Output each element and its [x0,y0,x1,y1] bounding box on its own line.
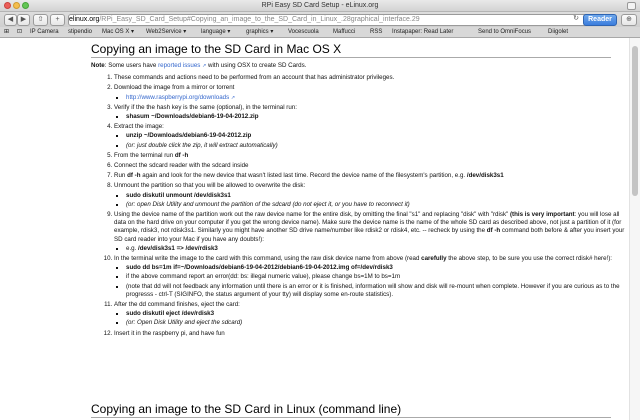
list-item [126,319,625,327]
browser-toolbar [0,12,640,27]
step-text: Extract the image: [114,123,164,131]
downloads-button[interactable]: ⊕ [621,14,637,26]
list-item [126,94,625,102]
article-body [91,62,625,340]
bookmark-maffucci[interactable]: Maffucci [333,29,356,35]
command-text: sudo diskutil eject /dev/rdisk3 [126,310,215,318]
step-text: After the dd command finishes, eject the card: [114,301,240,309]
list-item [114,162,625,170]
list-item [126,142,625,150]
step-text: Unmount the partition so that you will be allowed to overwrite the disk: [114,182,306,190]
address-bar[interactable] [68,14,592,26]
command-text: sudo dd bs=1m if=~/Downloads/debian6-19-04-2012/debian6-19-04-2012.img of=/dev/rdisk3 [126,264,393,272]
bookmark-vocescuola[interactable]: Vocescuola [288,29,319,35]
reader-button[interactable]: Reader [583,14,617,26]
step-text: These commands and actions need to be performed from an account that has administrator privileges. [114,74,395,82]
window-title: RPi Easy SD Card Setup - eLinux.org [261,2,379,9]
external-link-icon: ↗ [230,94,236,101]
downloads-link[interactable]: http://www.raspberrypi.org/downloads [126,93,230,101]
command-text: shasum ~/Downloads/debian6-19-04-2012.zip [126,113,259,121]
bookmark-web2service[interactable]: Web2Service ▾ [146,29,187,35]
list-item [114,182,625,209]
reading-list-icon[interactable]: ⊞ [4,29,10,35]
command-text: df -h [486,227,501,235]
note-label: Note [91,62,105,69]
command-text: df -h [127,172,141,180]
bookmark-diigolet[interactable]: Diigolet [548,29,569,35]
note-text: (or: just double click the zip, it will extract automatically) [126,141,278,149]
list-item [114,104,625,121]
note-paragraph [91,62,625,70]
step-text: again and look for the new device that wasn't listed last time. Record the device name of the filesystem's partition, e.g. [140,172,467,180]
note-text: (note that dd will not feedback any information until there is an error or it is finished, information will show and disk will re-mount when complete. However if you are curious as to the progresss - ctrl-T (SIGINFO, the status argument of your tty) will display some en-route statistics). [126,282,620,298]
list-item [126,283,625,299]
step-text: command both before & after you insert your SD card reader into your Mac if you have any doubts!): [114,227,625,243]
steps-list [91,74,625,338]
reload-icon[interactable]: ↻ [573,15,579,22]
list-item [126,273,625,281]
list-item [126,201,625,209]
step-text: From the terminal run [114,151,175,159]
list-item [126,192,625,200]
list-item [114,301,625,328]
bookmark-stipendio[interactable]: stipendio [68,29,93,35]
list-item [126,245,625,253]
bookmark-graphics[interactable]: graphics ▾ [246,29,274,35]
list-item [114,211,625,253]
forward-button[interactable]: ▶ [17,14,30,26]
bookmark-rss[interactable]: RSS [370,29,383,35]
emphasis-text: carefully [421,255,447,263]
reported-issues-link[interactable]: reported issues [158,62,201,69]
list-item [114,123,625,150]
page-title: Copying an image to the SD Card in Mac OS X [91,42,611,58]
command-text: sudo diskutil unmount /dev/disk3s1 [126,191,231,199]
command-text: /dev/disk3s1 => /dev/rdisk3 [138,244,218,252]
bookmark-mac-os-x[interactable]: Mac OS X ▾ [102,29,135,35]
list-item [114,152,625,160]
list-item [114,74,625,82]
add-bookmark-button[interactable]: + [50,14,65,26]
list-item [126,264,625,272]
bookmark-language[interactable]: language ▾ [201,29,231,35]
list-item [114,330,625,338]
step-text: Download the image from a mirror or torrent [114,84,235,92]
zoom-window-button[interactable] [22,2,29,9]
list-item [114,84,625,101]
list-item [126,132,625,140]
step-text: In the terminal write the image to the card with this command, using the raw disk device name from above (read [114,255,422,263]
scrollbar-thumb[interactable] [632,46,638,196]
command-text: unzip ~/Downloads/debian6-19-04-2012.zip [126,132,252,140]
title-bar [0,0,640,12]
page-content [0,38,630,420]
bookmarks-bar [0,27,640,38]
share-button[interactable]: ⇧ [33,14,48,26]
list-item [114,172,625,180]
note-text-end: with using OSX to create SD Cards. [206,62,307,69]
step-text: Verify if the the hash key is the same (optional), in the terminal run: [114,103,297,111]
list-item [114,255,625,299]
step-text: the above step, to be sure you use the correct rdisk# here!): [446,255,613,263]
url-path: /RPi_Easy_SD_Card_Setup#Copying_an_image_to_the_SD_Card_in_Linux_.28graphical_interface.29 [99,16,420,23]
fullscreen-button[interactable] [627,2,636,10]
back-button[interactable]: ◀ [4,14,17,26]
step-text: : you will lose all data on the hard drive on your computer if you get the wrong device name). Make sure the device name is the name of the whole SD card as described above, not just a partition of it (for example, rdisk3, not rdisk3s1. Similarly you might have another SD drive name/number like rdisk2 or rdisk4, etc. -- recheck by using the [114,211,622,235]
device-name: /dev/disk3s1 [466,172,504,180]
section-heading-linux: Copying an image to the SD Card in Linux (command line) [91,402,611,418]
step-text: Run [114,172,128,180]
warning-text: (this is very important [509,211,575,219]
step-text: Connect the sdcard reader with the sdcard inside [114,162,249,170]
bookmark-ip-camera[interactable]: IP Camera [30,29,59,35]
minimize-window-button[interactable] [13,2,20,9]
note-text: if the above command report an error(dd: bs: illegal numeric value), please change bs=1M to bs=1m [126,273,401,281]
note-text: : Some users have [104,62,159,69]
url-host: elinux.org [69,16,100,23]
bookmark-instapaper[interactable]: Instapaper: Read Later [392,29,454,35]
note-text: (or: open Disk Utility and unmount the partition of the sdcard (do not eject it, or you have to reconnect it) [126,200,410,208]
list-item [126,310,625,318]
list-item [126,113,625,121]
step-text: Insert it in the raspberry pi, and have fun [114,329,225,337]
bookmark-send-to-omnifocus[interactable]: Send to OmniFocus [478,29,532,35]
external-link-icon: ↗ [202,63,207,69]
step-text: Using the device name of the partition work out the raw device name for the entire disk, by omitting the final "s1" and replacing "disk" with "rdisk" [114,211,510,219]
top-sites-icon[interactable]: ⊡ [17,29,23,35]
note-text: (or: Open Disk Utility and eject the sdcard) [126,319,243,327]
close-window-button[interactable] [4,2,11,9]
example-label: e.g. [126,244,139,252]
command-text: df -h [174,151,189,159]
vertical-scrollbar[interactable] [629,38,640,420]
